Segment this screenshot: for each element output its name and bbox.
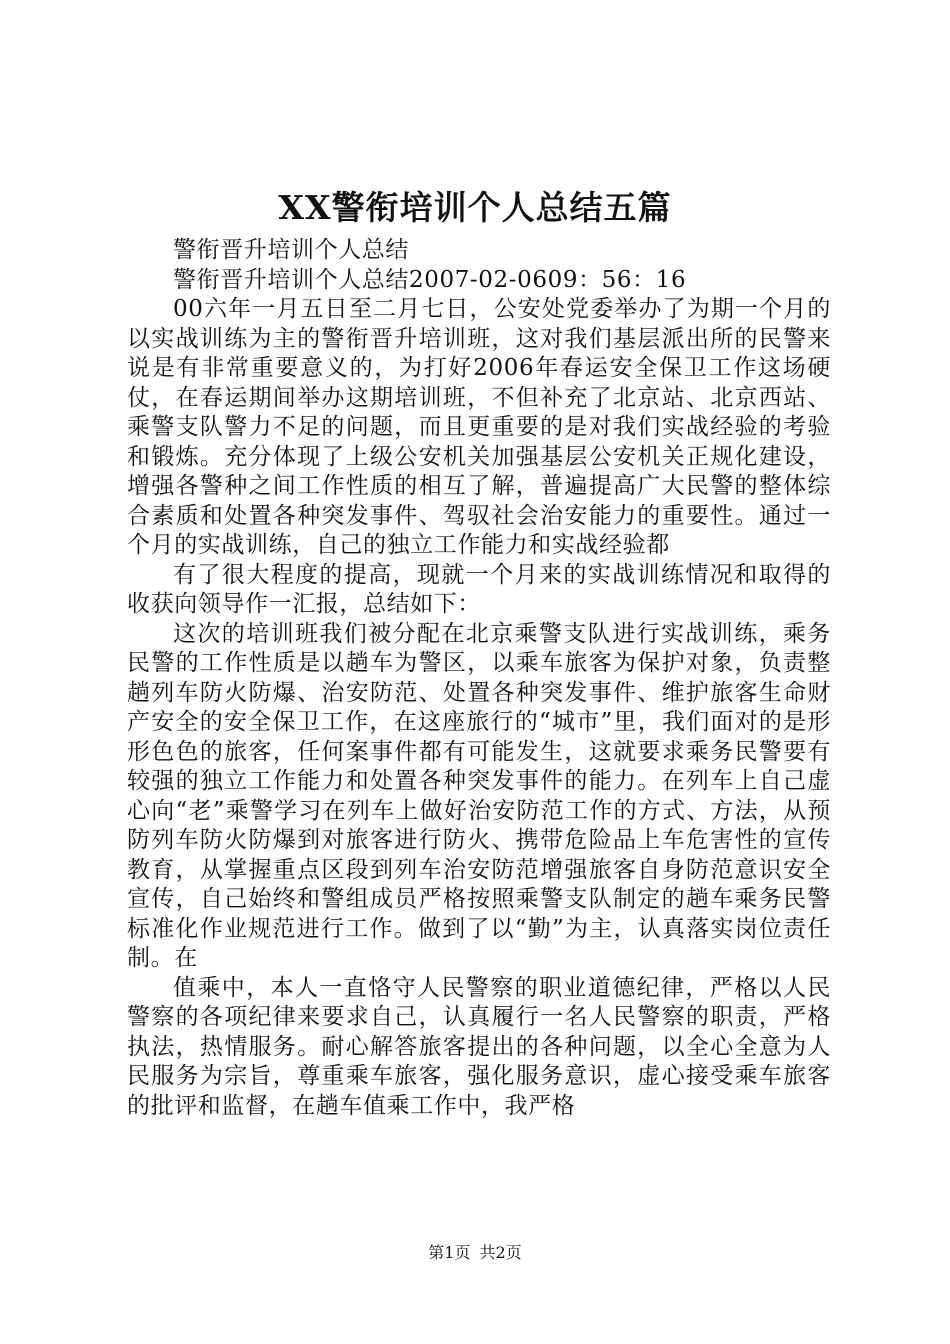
page-total: 共2页 [479, 1243, 522, 1262]
paragraph: 警衔晋升培训个人总结 [173, 237, 409, 263]
paragraph: 值乘中，本人一直恪守人民警察的职业道德纪律，严格以人民警察的各项纪律来要求自己，认真履行一名人民警察的职责，严格执法，热情服务。耐心解答旅客提出的各种问题，以全心全意为人民服务为宗旨，尊重乘车旅客，强化服务意识，虚心接受乘车旅客的批评和监督，在趟车值乘工作中，我严格 [127, 974, 831, 1119]
document-title: XX警衔培训个人总结五篇 [278, 188, 672, 227]
page-footer [0, 1242, 950, 1264]
page-number: 第1页 [428, 1243, 471, 1262]
paragraph: 00六年一月五日至二月七日，公安处党委举办了为期一个月的以实战训练为主的警衔晋升培训班，这对我们基层派出所的民警来说是有非常重要意义的，为打好2006年春运安全保卫工作这场硬仗，在春运期间举办这期培训班，不但补充了北京站、北京西站、乘警支队警力不足的问题，而且更重要的是对我们实战经验的考验和锻炼。充分体现了上级公安机关加强基层公安机关正规化建设，增强各警种之间工作性质的相互了解，普遍提高广大民警的整体综合素质和处置各种突发事件、驾驭社会治安能力的重要性。通过一个月的实战训练，自己的独立工作能力和实战经验都 [127, 296, 831, 558]
document-body [127, 236, 831, 1121]
paragraph: 有了很大程度的提高，现就一个月来的实战训练情况和取得的收获向领导作一汇报，总结如下： [127, 561, 831, 617]
paragraph: 警衔晋升培训个人总结2007-02-0609：56：16 [173, 266, 687, 293]
paragraph: 这次的培训班我们被分配在北京乘警支队进行实战训练，乘务民警的工作性质是以趟车为警区，以乘车旅客为保护对象，负责整趟列车防火防爆、治安防范、处置各种突发事件、维护旅客生命财产安全的安全保卫工作，在这座旅行的“城市”里，我们面对的是形形色色的旅客，任何案事件都有可能发生，这就要求乘务民警要有较强的独立工作能力和处置各种突发事件的能力。在列车上自己虚心向“老”乘警学习在列车上做好治安防范工作的方式、方法，从预防列车防火防爆到对旅客进行防火、携带危险品上车危害性的宣传教育，从掌握重点区段到列车治安防范增强旅客自身防范意识安全宣传，自己始终和警组成员严格按照乘警支队制定的趟车乘务民警标准化作业规范进行工作。做到了以“勤”为主，认真落实岗位责任制。在 [127, 620, 831, 971]
